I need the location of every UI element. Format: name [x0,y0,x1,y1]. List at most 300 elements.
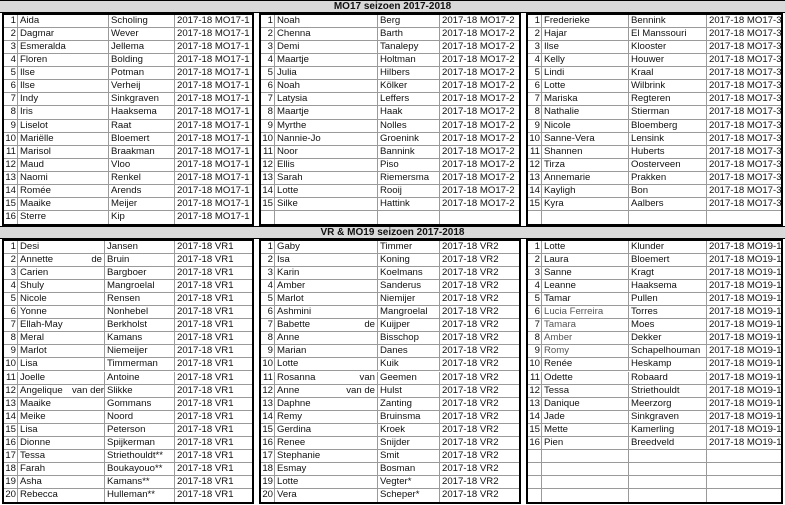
table-row [528,172,781,185]
cell-last-name: Kragt [631,267,654,279]
cell-divider [706,424,707,436]
table-row [528,15,781,28]
cell-team: 2017-18 MO17-3 [709,158,782,170]
cell-divider [274,28,275,40]
cell-number: 1 [10,15,16,26]
table-row [4,133,252,146]
cell-divider [174,345,175,357]
cell-number: 8 [267,106,273,118]
cell-last-name: Striethouldt [631,384,680,396]
cell-tussenvoegsel: van de [346,384,375,396]
cell-number: 2 [267,28,273,40]
table-row [4,293,252,306]
cell-tussenvoegsel [332,450,375,462]
cell-divider [274,332,275,344]
cell-divider [274,385,275,397]
cell-divider [541,120,542,132]
cell-divider [104,332,105,344]
cell-first-name: Lindi [544,67,565,79]
cell-divider [104,345,105,357]
cell-first-name: Nicole [20,293,47,305]
cell-number: 17 [262,449,273,461]
cell-divider [706,241,707,253]
cell-divider [706,280,707,292]
cell-divider [274,437,275,449]
cell-last-name: Geemen [380,371,417,383]
cell-tussenvoegsel [606,280,626,292]
cell-divider [174,385,175,397]
cell-team: 2017-18 VR2 [442,241,499,252]
table-row [261,15,519,28]
cell-number: 14 [262,184,273,196]
cell-divider [541,198,542,210]
cell-tussenvoegsel [598,146,626,158]
table-row [261,424,519,437]
cell-team: 2017-18 VR1 [177,436,234,448]
cell-last-name: Hattink [380,197,410,209]
cell-divider [541,67,542,79]
cell-divider [17,319,18,331]
cell-tussenvoegsel [72,476,102,488]
cell-divider [274,358,275,370]
cell-number: 19 [5,475,16,487]
cell-number: 10 [262,358,273,370]
cell-number: 7 [10,93,16,105]
cell-divider [274,398,275,410]
cell-first-name: Lotte [277,184,299,196]
cell-team: 2017-18 VR1 [177,332,234,344]
cell-divider [274,67,275,79]
cell-divider [439,398,440,410]
cell-number: 9 [267,345,273,357]
cell-last-name: Lensink [631,132,665,144]
table-row [4,93,252,106]
table-row [261,332,519,345]
table-row [4,411,252,424]
cell-team: 2017-18 VR2 [442,358,499,370]
cell-last-name: Vloo [111,158,131,170]
table-row [4,450,252,463]
cell-number: 12 [5,384,16,396]
cell-divider [706,319,707,331]
cell-first-name: Danique [544,397,580,409]
cell-tussenvoegsel [72,411,102,423]
cell-divider [104,293,105,305]
cell-team: 2017-18 VR1 [177,254,234,266]
cell-team: 2017-18 VR2 [442,293,499,305]
cell-divider [706,159,707,171]
cell-divider [174,398,175,410]
cell-divider [541,146,542,158]
cell-divider [274,450,275,462]
cell-divider [377,159,378,171]
cell-divider [706,185,707,197]
cell-divider [274,319,275,331]
cell-divider [439,254,440,266]
cell-last-name: Sinkgraven [631,410,679,422]
cell-divider [274,476,275,488]
cell-tussenvoegsel: de [91,254,102,266]
cell-team: 2017-18 VR2 [442,462,499,474]
table-row [528,120,781,133]
cell-last-name: Hulst [380,384,402,396]
cell-divider [628,306,629,318]
cell-first-name: Myrthe [277,119,307,131]
cell-divider [706,172,707,184]
cell-divider [541,28,542,40]
cell-tussenvoegsel [606,437,626,449]
cell-divider [108,146,109,158]
cell-last-name: Kroek [380,423,406,435]
cell-divider [541,332,542,344]
cell-divider [104,411,105,423]
cell-team: 2017-18 MO17-2 [442,184,515,196]
table-row [4,54,252,67]
cell-divider [706,15,707,27]
cell-team: 2017-18 MO17-2 [442,54,515,66]
cell-divider [104,424,105,436]
cell-number: 8 [10,106,16,118]
cell-number: 2 [534,28,540,40]
table-row [528,67,781,80]
cell-first-name: Farah [20,462,46,474]
table-row [528,93,781,106]
cell-divider [174,133,175,145]
table-row [261,489,519,502]
cell-first-name: Odette [544,371,573,383]
cell-team: 2017-18 MO19-1 [709,267,782,279]
cell-divider [274,424,275,436]
cell-divider [628,93,629,105]
cell-tussenvoegsel [332,67,375,79]
cell-team: 2017-18 VR2 [442,319,499,331]
cell-divider [108,198,109,210]
table-row [261,398,519,411]
cell-last-name: Bloemert [631,254,670,266]
cell-divider [706,437,707,449]
cell-team: 2017-18 MO17-1 [177,210,250,222]
cell-team: 2017-18 MO17-2 [442,41,515,53]
cell-number: 17 [5,449,16,461]
cell-last-name: Jansen [107,241,138,252]
cell-divider [108,54,109,66]
cell-last-name: Heskamp [631,358,672,370]
cell-divider [439,280,440,292]
table-row [528,332,781,345]
cell-first-name: Ashmini [277,306,312,318]
cell-last-name: Rensen [107,293,141,305]
cell-last-name: Bannink [380,145,415,157]
cell-first-name: Marlot [277,293,304,305]
cell-first-name: Amber [544,332,573,344]
cell-divider [108,106,109,118]
cell-first-name: Noor [277,145,298,157]
cell-number: 16 [5,210,16,222]
cell-tussenvoegsel [72,437,102,449]
table-row [4,267,252,280]
cell-team: 2017-18 VR2 [442,280,499,292]
cell-number: 12 [262,158,273,170]
cell-team: 2017-18 MO17-2 [442,28,515,40]
cell-tussenvoegsel [72,450,102,462]
cell-tussenvoegsel [332,106,375,118]
cell-last-name: Torres [631,306,658,318]
cell-first-name: Demi [277,41,300,53]
cell-number: 13 [529,397,540,409]
cell-tussenvoegsel [598,15,626,27]
cell-last-name: Robaard [631,371,668,383]
cell-team: 2017-18 MO17-2 [442,106,515,118]
cell-team: 2017-18 VR2 [442,475,499,487]
cell-last-name: Breedveld [631,436,675,448]
table-row [528,450,781,463]
cell-first-name: Romée [20,184,51,196]
cell-tussenvoegsel [70,106,106,118]
cell-last-name: Aalbers [631,197,664,209]
cell-team: 2017-18 MO17-3 [709,145,782,157]
cell-team: 2017-18 MO19-1 [709,384,782,396]
cell-divider [104,398,105,410]
cell-divider [274,411,275,423]
cell-first-name: Anne [277,332,300,344]
cell-last-name: Stierman [631,106,670,118]
cell-team: 2017-18 VR2 [442,306,499,318]
cell-tussenvoegsel [332,463,375,475]
cell-divider [439,106,440,118]
cell-divider [274,15,275,27]
cell-divider [17,398,18,410]
cell-number: 4 [534,280,540,292]
table-row [261,241,519,254]
cell-tussenvoegsel [598,106,626,118]
cell-tussenvoegsel [72,280,102,292]
cell-divider [274,41,275,53]
cell-number: 9 [534,119,540,131]
cell-number: 12 [529,158,540,170]
panel-mo19-1 [526,239,783,504]
cell-last-name: Oosterveen [631,158,681,170]
cell-first-name: Karin [277,267,300,279]
cell-divider [628,450,629,462]
cell-tussenvoegsel [332,254,375,266]
table-row [528,41,781,54]
cell-last-name: Kölker [380,80,408,92]
cell-divider [439,476,440,488]
cell-first-name: Romy [544,345,570,357]
cell-last-name: Niemijer [380,293,416,305]
cell-last-name: Houwer [631,54,665,66]
table-row [528,198,781,211]
cell-divider [174,241,175,253]
cell-team: 2017-18 MO17-2 [442,67,515,79]
cell-divider [274,293,275,305]
cell-first-name: Lucia Ferreira [544,306,604,318]
cell-divider [706,450,707,462]
cell-divider [628,319,629,331]
table-row [4,159,252,172]
cell-last-name: El Manssouri [631,28,687,40]
cell-divider [377,450,378,462]
table-row [261,198,519,211]
cell-divider [377,41,378,53]
cell-divider [17,67,18,79]
cell-last-name: Klunder [631,241,665,252]
cell-last-name: Hulleman** [107,488,155,500]
cell-last-name: Danes [380,345,408,357]
cell-divider [174,358,175,370]
cell-number: 9 [10,119,16,131]
cell-last-name: Bloemert [111,132,150,144]
cell-team: 2017-18 MO17-1 [177,28,250,40]
cell-divider [541,241,542,253]
table-row [261,172,519,185]
cell-number: 11 [6,145,16,157]
cell-number: 14 [5,184,16,196]
cell-first-name: Jade [544,410,565,422]
cell-last-name: Scholing [111,15,148,26]
cell-team: 2017-18 MO19-1 [709,280,782,292]
cell-divider [174,15,175,27]
cell-divider [377,398,378,410]
cell-divider [104,254,105,266]
cell-divider [108,211,109,224]
cell-team: 2017-18 MO17-2 [442,197,515,209]
cell-last-name: Bloemberg [631,119,678,131]
cell-divider [541,254,542,266]
table-row [4,489,252,502]
cell-divider [174,437,175,449]
cell-number: 5 [267,293,273,305]
cell-first-name: Renée [544,358,573,370]
cell-number: 6 [534,80,540,92]
table-row [261,146,519,159]
cell-first-name: Isa [277,254,290,266]
cell-divider [541,185,542,197]
cell-divider [274,159,275,171]
table-row [261,159,519,172]
cell-team: 2017-18 MO17-3 [709,93,782,105]
cell-divider [174,120,175,132]
table-row [261,293,519,306]
cell-last-name: Rooij [380,184,402,196]
cell-number: 11 [530,371,540,383]
cell-divider [439,306,440,318]
cell-divider [104,463,105,475]
cell-team: 2017-18 VR1 [177,475,234,487]
cell-number: 11 [530,145,540,157]
cell-tussenvoegsel [72,267,102,279]
table-row [261,54,519,67]
cell-divider [17,489,18,502]
cell-divider [439,450,440,462]
cell-divider [377,306,378,318]
cell-first-name: Tamar [544,293,571,305]
cell-number: 15 [262,423,273,435]
cell-team: 2017-18 VR1 [177,293,234,305]
cell-divider [439,198,440,210]
cell-tussenvoegsel [70,146,106,158]
cell-first-name: Silke [277,197,298,209]
cell-number: 4 [267,280,273,292]
cell-first-name: Nathalie [544,106,580,118]
cell-number: 16 [262,436,273,448]
cell-last-name: Niemeijer [107,345,148,357]
cell-divider [174,159,175,171]
cell-number: 15 [529,423,540,435]
cell-divider [541,280,542,292]
cell-divider [108,185,109,197]
table-row [261,80,519,93]
cell-divider [541,385,542,397]
cell-divider [108,120,109,132]
cell-divider [706,398,707,410]
cell-team: 2017-18 MO17-3 [709,41,782,53]
cell-divider [439,345,440,357]
cell-divider [439,437,440,449]
cell-number: 19 [262,475,273,487]
cell-divider [628,280,629,292]
cell-divider [108,159,109,171]
cell-divider [174,332,175,344]
cell-team: 2017-18 VR1 [177,384,234,396]
cell-last-name: Kip [111,210,125,222]
cell-divider [108,172,109,184]
cell-team: 2017-18 VR1 [177,319,234,331]
cell-divider [104,385,105,397]
table-row [4,106,252,119]
cell-divider [17,93,18,105]
cell-divider [439,489,440,502]
cell-tussenvoegsel [70,198,106,210]
cell-first-name: Amber [277,280,306,292]
cell-first-name: Leanne [544,280,577,292]
cell-last-name: Jellema [111,41,145,53]
cell-divider [541,41,542,53]
cell-last-name: Bon [631,184,649,196]
table-row [4,146,252,159]
cell-divider [439,385,440,397]
table-row [261,437,519,450]
cell-divider [377,93,378,105]
cell-last-name: Dekker [631,332,662,344]
cell-divider [274,146,275,158]
cell-team: 2017-18 VR1 [177,306,234,318]
cell-divider [17,476,18,488]
cell-tussenvoegsel [606,489,626,502]
cell-first-name: Indy [20,93,39,105]
cell-tussenvoegsel [598,41,626,53]
cell-number: 20 [262,488,273,500]
table-row [261,41,519,54]
cell-divider [17,146,18,158]
cell-divider [17,198,18,210]
cell-first-name: Shuly [20,280,44,292]
cell-last-name: Smit [380,449,400,461]
cell-divider [104,476,105,488]
cell-divider [628,398,629,410]
cell-tussenvoegsel [70,159,106,171]
cell-divider [439,185,440,197]
table-row [528,358,781,371]
cell-divider [377,80,378,92]
table-row [528,306,781,319]
cell-tussenvoegsel [70,54,106,66]
cell-divider [439,133,440,145]
cell-divider [706,306,707,318]
cell-first-name: Mette [544,423,568,435]
table-row [4,241,252,254]
table-row [261,450,519,463]
